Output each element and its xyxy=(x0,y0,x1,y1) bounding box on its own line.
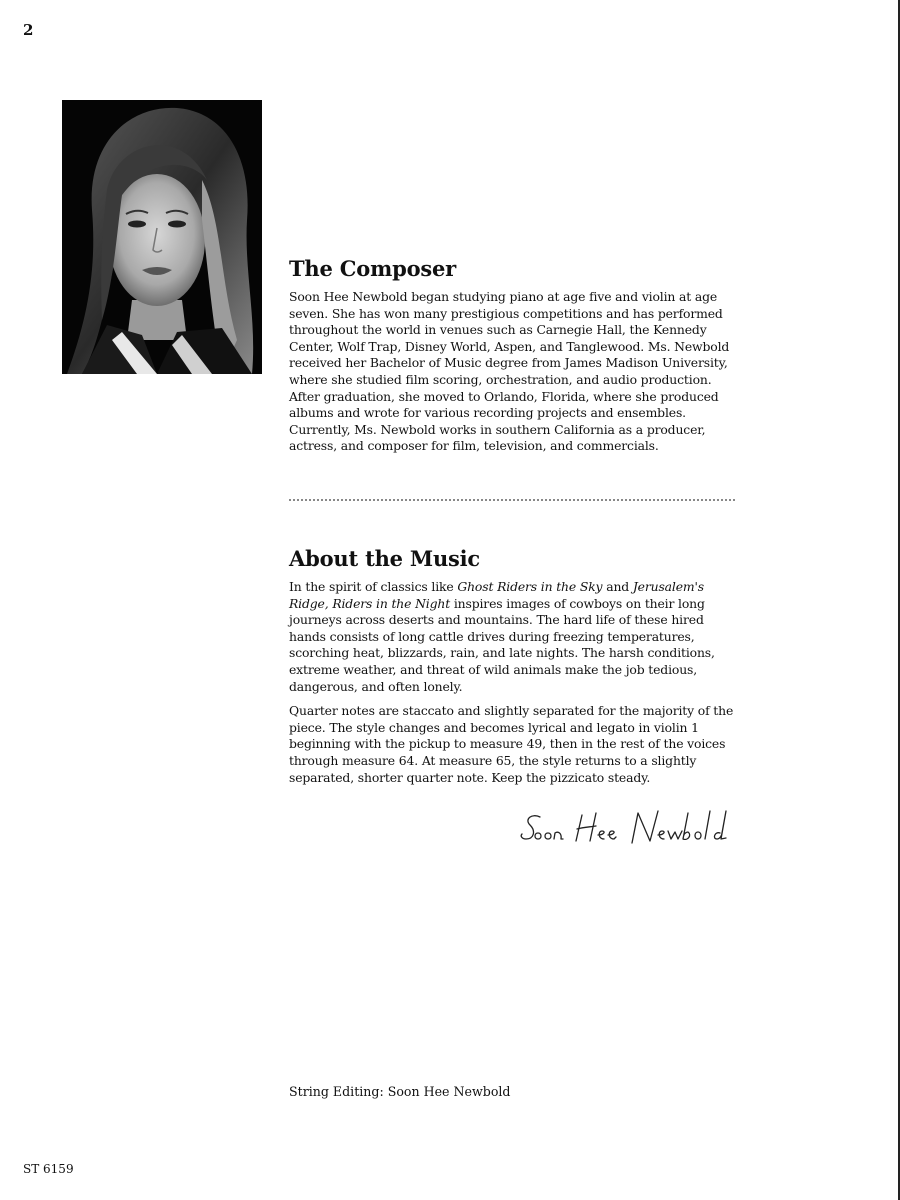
composer-bio: Soon Hee Newbold began studying piano at age five and violin at age seven. She has won many prestigious competitions and has performed throughout the world in venues such as Carnegie Hall, the Kennedy Center, Wolf Trap, Disney World, Aspen, and Tanglewood. Ms. Newbold received her Bachelor of Music degree from James Madison University, where she studied film scoring, orchestration, and audio production. After graduation, she moved to Orlando, Florida, where she produced albums and wrote for various recording projects and ensembles. Currently, Ms. Newbold works in southern California as a producer, actress, and composer for film, television, and commercials. xyxy=(289,289,730,454)
composer-photo xyxy=(62,100,262,374)
about-music-heading: About the Music xyxy=(289,546,481,571)
title-jerusalems-ridge-riders: Jerusalem's Ridge, Riders in the Night xyxy=(289,579,704,611)
signature-icon xyxy=(520,805,745,855)
string-editing-credit: String Editing: Soon Hee Newbold xyxy=(289,1084,511,1099)
title-ghost-riders: Ghost Riders in the Sky xyxy=(457,579,603,594)
about-music-paragraph-1 xyxy=(289,579,735,695)
about-music-paragraph-2: Quarter notes are staccato and slightly separated for the majority of the piece. The style changes and becomes lyrical and legato in violin 1 beginning with the pickup to measure 49, then in the rest of the voices through measure 64. At measure 65, the style returns to a slightly separated, shorter quarter note. Keep the pizzicato steady. xyxy=(289,703,734,785)
catalog-number: ST 6159 xyxy=(23,1162,74,1176)
para1-and: and xyxy=(602,579,633,594)
portrait-photo-icon xyxy=(62,100,262,374)
dotted-divider xyxy=(289,499,735,501)
composer-signature xyxy=(520,805,745,855)
composer-section xyxy=(289,256,735,455)
page-number: 2 xyxy=(23,21,34,39)
para1-intro: In the spirit of classics like xyxy=(289,579,458,594)
about-music-section xyxy=(289,546,735,786)
para1-rest: inspires images of cowboys on their long journeys across deserts and mountains. The hard life of these hired hands consists of long cattle drives during freezing temperatures, scorching heat, blizzards, rain, and late nights. The harsh conditions, extreme weather, and threat of wild animals make the job tedious, dangerous, and often lonely. xyxy=(289,595,715,694)
composer-heading: The Composer xyxy=(289,256,457,281)
